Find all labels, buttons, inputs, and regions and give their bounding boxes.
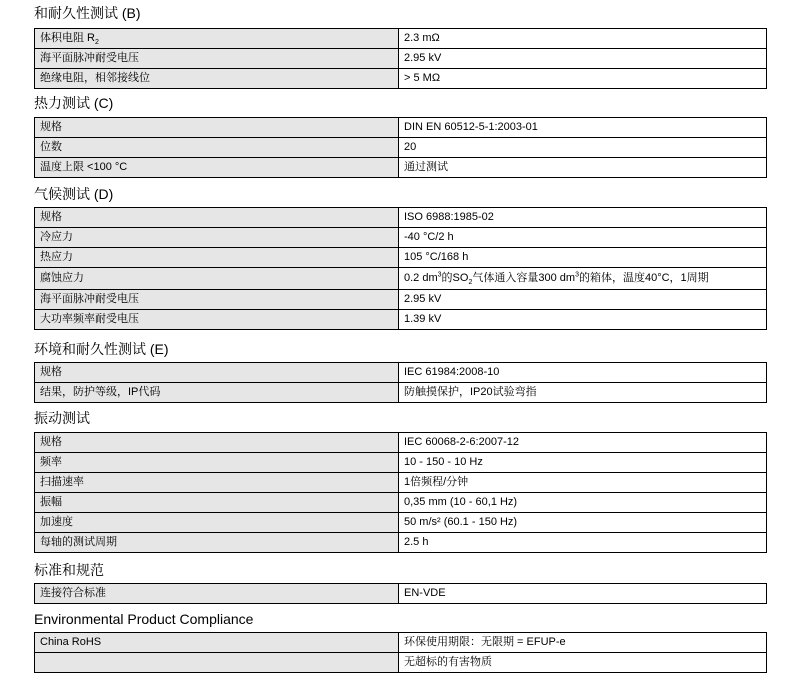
row-label: 冷应力 <box>35 228 399 248</box>
table-row <box>35 290 767 310</box>
table-row <box>35 228 767 248</box>
row-value: 无超标的有害物质 <box>399 653 767 673</box>
row-value: IEC 60068-2-6:2007-12 <box>399 433 767 453</box>
row-value: DIN EN 60512-5-1:2003-01 <box>399 118 767 138</box>
row-value: 105 °C/168 h <box>399 248 767 268</box>
section-title-climate-d: 气候测试 (D) <box>34 186 114 202</box>
row-label: 位数 <box>35 138 399 158</box>
row-label: 加速度 <box>35 513 399 533</box>
row-value: -40 °C/2 h <box>399 228 767 248</box>
table-row <box>35 493 767 513</box>
row-label: 结果，防护等级，IP代码 <box>35 383 399 403</box>
section-title-environment-e: 环境和耐久性测试 (E) <box>34 341 169 357</box>
row-value: EN-VDE <box>399 584 767 604</box>
row-label: 规格 <box>35 363 399 383</box>
spec-table-climate-d <box>34 207 767 330</box>
row-label: 连接符合标准 <box>35 584 399 604</box>
row-label: 规格 <box>35 208 399 228</box>
row-value: 2.95 kV <box>399 290 767 310</box>
section-title-standards: 标准和规范 <box>34 562 104 578</box>
row-label: 频率 <box>35 453 399 473</box>
table-row <box>35 453 767 473</box>
spec-table-compliance <box>34 632 767 673</box>
row-label: 腐蚀应力 <box>35 268 399 290</box>
row-value: IEC 61984:2008-10 <box>399 363 767 383</box>
table-row <box>35 584 767 604</box>
row-value: > 5 MΩ <box>399 69 767 89</box>
row-value: 防触摸保护，IP20试验弯指 <box>399 383 767 403</box>
row-label: 海平面脉冲耐受电压 <box>35 49 399 69</box>
table-row <box>35 383 767 403</box>
table-row <box>35 653 767 673</box>
row-label: China RoHS <box>35 633 399 653</box>
table-row <box>35 118 767 138</box>
table-row <box>35 533 767 553</box>
row-value: 通过测试 <box>399 158 767 178</box>
table-row <box>35 248 767 268</box>
table-row <box>35 158 767 178</box>
row-value: 2.95 kV <box>399 49 767 69</box>
row-value: 50 m/s² (60.1 - 150 Hz) <box>399 513 767 533</box>
row-label: 规格 <box>35 118 399 138</box>
table-row <box>35 310 767 330</box>
row-label: 海平面脉冲耐受电压 <box>35 290 399 310</box>
section-title-compliance: Environmental Product Compliance <box>34 611 254 627</box>
table-row <box>35 49 767 69</box>
table-row <box>35 268 767 290</box>
section-title-vibration: 振动测试 <box>34 410 90 426</box>
table-row <box>35 633 767 653</box>
table-row <box>35 29 767 49</box>
spec-table-standards <box>34 583 767 604</box>
row-label: 大功率频率耐受电压 <box>35 310 399 330</box>
row-value: 环保使用期限：无限期 = EFUP-e <box>399 633 767 653</box>
row-value: 2.5 h <box>399 533 767 553</box>
row-value: 2.3 mΩ <box>399 29 767 49</box>
section-title-thermal-c: 热力测试 (C) <box>34 95 114 111</box>
spec-table-environment-e <box>34 362 767 403</box>
row-value: 1.39 kV <box>399 310 767 330</box>
row-label: 扫描速率 <box>35 473 399 493</box>
table-row <box>35 69 767 89</box>
table-row <box>35 513 767 533</box>
row-label: 温度上限 <100 °C <box>35 158 399 178</box>
row-label: 绝缘电阻，相邻接线位 <box>35 69 399 89</box>
table-row <box>35 473 767 493</box>
spec-table-durability-b <box>34 28 767 89</box>
row-label: 每轴的测试周期 <box>35 533 399 553</box>
row-value: 1倍频程/分钟 <box>399 473 767 493</box>
table-row <box>35 363 767 383</box>
spec-table-vibration <box>34 432 767 553</box>
row-value: 10 - 150 - 10 Hz <box>399 453 767 473</box>
row-label: 振幅 <box>35 493 399 513</box>
row-label: 规格 <box>35 433 399 453</box>
table-row <box>35 138 767 158</box>
section-title-durability-b: 和耐久性测试 (B) <box>34 5 141 21</box>
row-value: ISO 6988:1985-02 <box>399 208 767 228</box>
row-label <box>35 653 399 673</box>
table-row <box>35 433 767 453</box>
row-label: 热应力 <box>35 248 399 268</box>
row-label: 体积电阻 $R_2$ <box>35 29 399 49</box>
spec-table-thermal-c <box>34 117 767 178</box>
table-row <box>35 208 767 228</box>
row-value: 0,35 mm (10 - 60,1 Hz) <box>399 493 767 513</box>
row-value: 20 <box>399 138 767 158</box>
row-value: 0.2 $dm^3$的$SO_2$气体通入容量300 $dm^3$的箱体，温度40°C，1周期 <box>399 268 767 290</box>
